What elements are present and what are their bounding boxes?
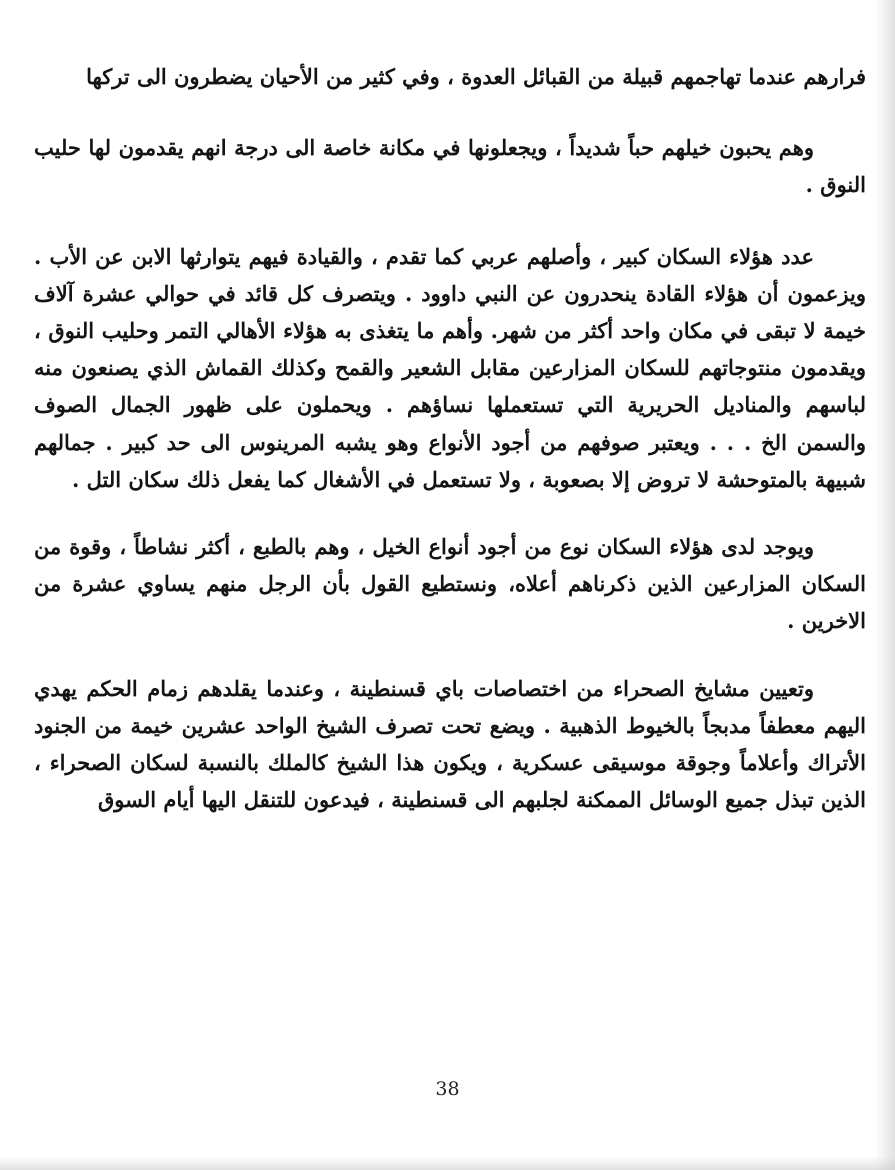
paragraph-1: فرارهم عندما تهاجمهم قبيلة من القبائل العدوة ، وفي كثير من الأحيان يضطرون الى تركها <box>86 64 866 89</box>
paragraph-4: ويوجد لدى هؤلاء السكان نوع من أجود أنواع الخيل ، وهم بالطبع ، أكثر نشاطاً ، وقوة من السكان المزارعين الذين ذكرناهم أعلاه، ونستطيع القول بأن الرجل منهم يساوي عشرة من الاخرين . <box>34 534 866 634</box>
page-body-text <box>34 58 866 818</box>
paragraph-2: وهم يحبون خيلهم حباً شديداً ، ويجعلونها في مكانة خاصة الى درجة انهم يقدمون لها حليب النوق . <box>34 135 866 198</box>
paragraph-3: عدد هؤلاء السكان كبير ، وأصلهم عربي كما تقدم ، والقيادة فيهم يتوارثها الابن عن الأب . ويزعمون أن هؤلاء القادة ينحدرون عن النبي داوود . ويتصرف كل قائد في حوالي عشرة آلاف خيمة لا تبقى في مكان واحد أكثر من شهر. وأهم ما يتغذى به هؤلاء الأهالي التمر وحليب النوق ، ويقدمون منتوجاتهم للسكان المزارعين مقابل الشعير والقمح وكذلك القماش الذي يصنعون منه لباسهم والمناديل الحريرية التي تستعملها نساؤهم . ويحملون على ظهور الجمال الصوف والسمن الخ . . . ويعتبر صوفهم من أجود الأنواع وهو يشبه المرينوس الى حد كبير . جمالهم شبيهة بالمتوحشة لا تروض إلا بصعوبة ، ولا تستعمل في الأشغال كما يفعل ذلك سكان التل . <box>34 243 866 492</box>
scan-edge-shadow-right <box>875 0 895 1170</box>
paragraph-5: وتعيين مشايخ الصحراء من اختصاصات باي قسنطينة ، وعندما يقلدهم زمام الحكم يهدي اليهم معطفاً مدبجاً بالخيوط الذهبية . ويضع تحت تصرف الشيخ الواحد عشرين خيمة من الجنود الأتراك وأعلاماً وجوقة موسيقى عسكرية ، ويكون هذا الشيخ كالملك بالنسبة لسكان الصحراء ، الذين تبذل جميع الوسائل الممكنة لجلبهم الى قسنطينة ، فيدعون للتنقل اليها أيام السوق <box>34 675 866 813</box>
page-number: 38 <box>435 1078 460 1100</box>
scan-edge-shadow-bottom <box>0 1156 895 1170</box>
